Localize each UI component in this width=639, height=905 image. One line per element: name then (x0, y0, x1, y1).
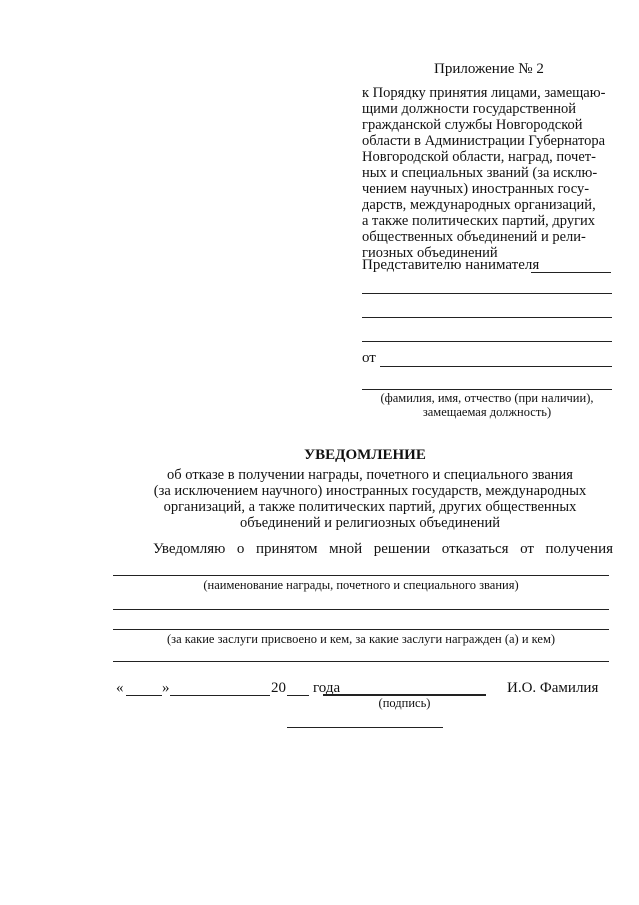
day-field-line (126, 695, 162, 696)
signature-caption: (подпись) (378, 696, 431, 710)
intro-line: гиозных объединений (362, 245, 498, 261)
appendix-title: Приложение № 2 (434, 61, 544, 77)
to-employer-label: Представителю нанимателя (362, 257, 540, 273)
subtitle-line: об отказе в получении награды, почетного и специального звания (167, 467, 573, 483)
intro-line: дарств, международных организаций, (362, 197, 596, 213)
intro-line: ных и специальных званий (за исклю- (362, 165, 598, 181)
date-quote-close: » (162, 680, 170, 696)
intro-line: области в Администрации Губернатора (362, 133, 606, 149)
award-caption: (наименование награды, почетного и специального звания) (203, 578, 519, 592)
appendix-intro (362, 85, 605, 261)
blank-line (362, 317, 612, 318)
to-employer-field-line (531, 272, 611, 273)
intro-line: чением научных) иностранных госу- (362, 181, 590, 197)
blank-line (362, 389, 612, 390)
blank-line (362, 293, 612, 294)
month-field-line (170, 695, 270, 696)
subtitle-line: организаций, а также политических партий, других общественных (163, 499, 577, 515)
from-field-line (380, 366, 612, 367)
intro-line: гражданской службы Новгородской (362, 117, 583, 133)
blank-line (113, 661, 609, 662)
date-quote-open: « (116, 680, 124, 696)
notice-heading: УВЕДОМЛЕНИЕ (304, 447, 426, 463)
intro-line: общественных объединений и рели- (362, 229, 586, 245)
award-field-line (113, 575, 609, 576)
intro-line: к Порядку принятия лицами, замещаю- (362, 85, 606, 101)
applicant-caption (362, 391, 612, 419)
notice-subtitle (100, 467, 639, 531)
subtitle-line: (за исключением научного) иностранных государств, международных (153, 483, 587, 499)
applicant-caption-line: замещаемая должность) (422, 405, 552, 419)
notice-body-text: Уведомляю о принятом мной решении отказаться от получения (153, 541, 613, 557)
merit-field-line (113, 629, 609, 630)
year-field-line (287, 695, 309, 696)
from-label: от (362, 350, 376, 366)
year-prefix: 20 (271, 680, 286, 696)
year-suffix: года (313, 680, 341, 696)
applicant-caption-line: (фамилия, имя, отчество (при наличии), (380, 391, 594, 405)
subtitle-line: объединений и религиозных объединений (240, 515, 500, 531)
intro-line: Новгородской области, наград, почет- (362, 149, 596, 165)
merit-caption: (за какие заслуги присвоено и кем, за какие заслуги награжден (а) и кем) (166, 632, 556, 646)
blank-line (113, 609, 609, 610)
intro-line: щими должности государственной (362, 101, 577, 117)
intro-line: а также политических партий, других (362, 213, 596, 229)
bottom-rule (287, 727, 443, 728)
blank-line (362, 341, 612, 342)
signer-name: И.О. Фамилия (507, 680, 599, 696)
